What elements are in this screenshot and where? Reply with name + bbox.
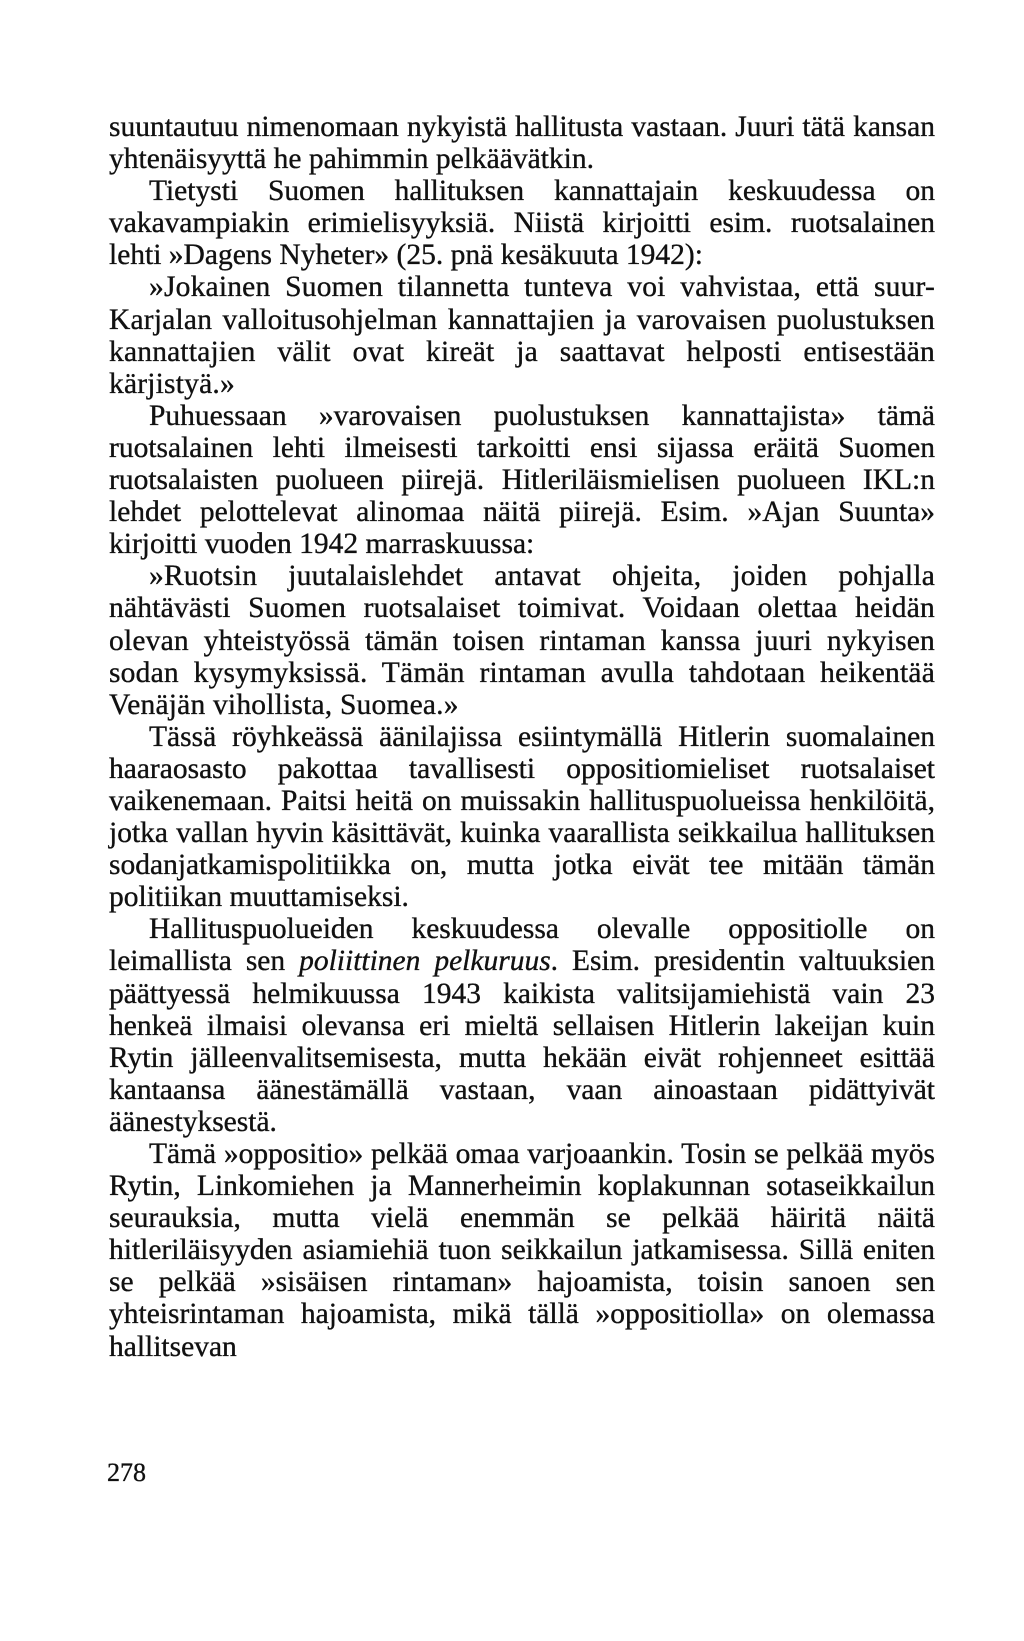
emphasized-phrase: poliittinen pelkuruus xyxy=(299,945,551,978)
paragraph-3: Puhuessaan »varovaisen puolustuksen kannattajista» tämä ruotsalainen lehti ilmeisesti tarkoitti ensi sijassa eräitä Suomen ruotsalaisten puolueen piirejä. Hitleriläismielisen puolueen IKL:n lehdet pelottelevat alinomaa näitä piirejä. Esim. »Ajan Suunta» kirjoitti vuoden 1942 marraskuussa: xyxy=(109,399,935,561)
paragraph-2: Tietysti Suomen hallituksen kannattajain keskuudessa on vakavampiakin erimielisyyksiä. Niistä kirjoitti esim. ruotsalainen lehti »Dagens Nyheter» (25. pnä kesäkuuta 1942): xyxy=(109,175,935,272)
paragraph-1: suuntautuu nimenomaan nykyistä hallitusta vastaan. Juuri tätä kansan yhtenäisyyttä he pahimmin pelkäävätkin. xyxy=(109,111,935,176)
quotation-ajan-suunta: »Ruotsin juutalaislehdet antavat ohjeita, joiden pohjalla nähtävästi Suomen ruotsalaiset toimivat. Voidaan olettaa heidän olevan yhteistyössä tämän toisen rintaman kanssa juuri nykyisen sodan kysymyksissä. Tämän rintaman avulla tahdotaan heikentää Venäjän vihollista, Suomea.» xyxy=(109,560,935,721)
paragraph-5 xyxy=(109,913,935,1138)
paragraph-5-lead: Hallituspuolueiden keskuudessa olevalle oppositiolle on leimallista sen xyxy=(109,913,935,978)
quotation-dagens-nyheter: »Jokainen Suomen tilannetta tunteva voi vahvistaa, että suur-Karjalan valloitusohjelman kannattajien ja varovaisen puolustuksen kannattajien välit ovat kireät ja saattavat helposti entisestään kärjistyä.» xyxy=(109,271,935,400)
paragraph-5-rest: . Esim. presidentin valtuuksien päättyessä helmikuussa 1943 kaikista valitsijamiehistä vain 23 henkeä ilmaisi olevansa eri mieltä sellaisen Hitlerin lakeijan kuin Rytin jälleenvalitsemisesta, mutta hekään eivät rohjenneet esittää kantaansa äänestämällä vastaan, vaan ainoastaan pidättyivät äänestyksestä. xyxy=(109,945,935,1138)
paragraph-6: Tämä »oppositio» pelkää omaa varjoaankin. Tosin se pelkää myös Rytin, Linkomiehen ja Mannerheimin koplakunnan sotaseikkailun seurauksia, mutta vielä enemmän se pelkää häiritä näitä hitleriläisyyden asiamiehiä tuon seikkailun jatkamisessa. Sillä eniten se pelkää »sisäisen rintaman» hajoamista, toisin sanoen sen yhteisrintaman hajoamista, mikä tällä »oppositiolla» on olemassa hallitsevan xyxy=(109,1138,935,1363)
page-body-text xyxy=(109,111,935,1363)
page-number: 278 xyxy=(107,1458,146,1487)
paragraph-4: Tässä röyhkeässä äänilajissa esiintymällä Hitlerin suomalainen haaraosasto pakottaa tavallisesti oppositiomieliset ruotsalaiset vaikenemaan. Paitsi heitä on muissakin hallituspuolueissa henkilöitä, jotka vallan hyvin käsittävät, kuinka vaarallista seikkailua hallituksen sodanjatkamispolitiikka on, mutta jotka eivät tee mitään tämän politiikan muuttamiseksi. xyxy=(109,720,935,914)
